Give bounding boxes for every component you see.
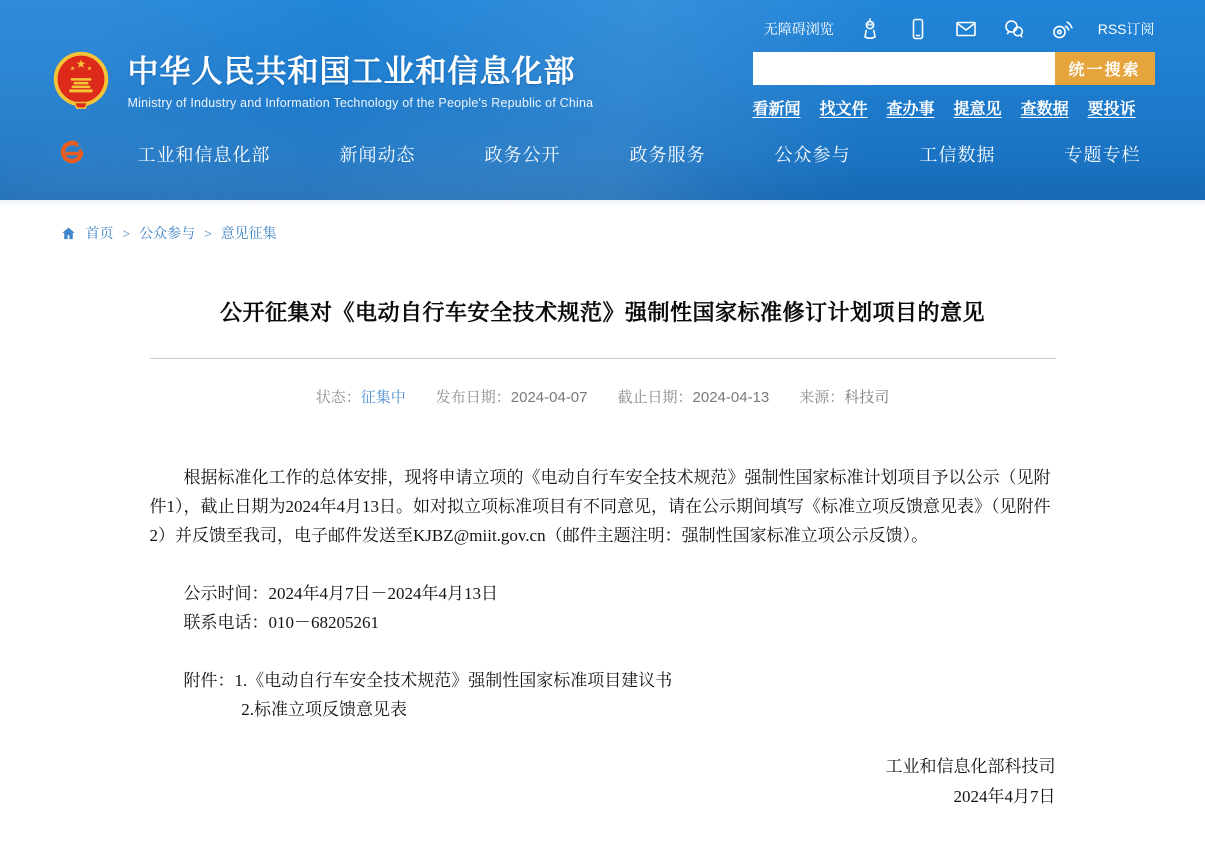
nav-item-gov-info[interactable]: 政务公开 [484,144,561,165]
search-box [753,52,1155,85]
paragraph-attachment-2: 2.标准立项反馈意见表 [241,700,408,719]
robot-icon[interactable] [858,17,882,41]
quick-link-complaints[interactable]: 要投诉 [1087,101,1136,118]
brand-row [51,50,1155,119]
breadcrumb-home[interactable]: 首页 [85,225,114,241]
utility-bar [51,0,1155,41]
mail-icon[interactable] [954,17,978,41]
meta-deadline-label: 截止日期： [617,389,693,406]
search-input[interactable] [753,52,1055,85]
mobile-icon[interactable] [906,17,930,41]
paragraph-attachment-1: 附件：1.《电动自行车安全技术规范》强制性国家标准项目建议书 [183,671,673,690]
paragraph-main: 根据标准化工作的总体安排，现将申请立项的《电动自行车安全技术规范》强制性国家标准计划项目予以公示（见附件1），截止日期为2024年4月13日。如对拟立项标准项目有不同意见，请在公示期间填写《标准立项反馈意见表》（见附件2）并反馈至我司，电子邮件发送至KJBZ@miit.gov.cn（邮件主题注明：强制性国家标准立项公示反馈）。 [149,468,1051,545]
meta-publish-label: 发布日期： [435,389,511,406]
quick-link-files[interactable]: 找文件 [819,101,868,118]
brand [51,50,594,114]
meta-publish-date [436,386,588,407]
quick-links [753,96,1155,119]
paragraph-publicity-period: 公示时间：2024年4月7日－2024年4月13日 [183,584,498,603]
national-emblem-icon [51,50,111,114]
weibo-icon[interactable] [1050,17,1074,41]
paragraph-contact-phone: 联系电话：010－68205261 [183,613,379,632]
home-icon[interactable] [61,226,77,241]
quick-link-services[interactable]: 查办事 [886,101,935,118]
article-body [150,463,1056,812]
signature-department: 工业和信息化部科技司 [885,757,1056,776]
title-divider [150,358,1056,359]
meta-deadline-value: 2024-04-13 [692,389,770,406]
nav-item-gov-services[interactable]: 政务服务 [629,144,706,165]
site-header [0,0,1205,200]
breadcrumb-public-participation[interactable]: 公众参与 [139,225,196,241]
wechat-icon[interactable] [1002,17,1026,41]
nav-item-public-participation[interactable]: 公众参与 [774,144,851,165]
nav-item-data[interactable]: 工信数据 [919,144,996,165]
accessibility-link[interactable]: 无障碍浏览 [763,21,834,37]
site-subtitle: Ministry of Industry and Information Technology of the People's Republic of China [127,96,594,111]
breadcrumb [51,206,1155,243]
meta-source [799,386,889,407]
quick-link-news[interactable]: 看新闻 [752,101,801,118]
meta-source-label: 来源： [799,389,845,406]
article-title: 公开征集对《电动自行车安全技术规范》强制性国家标准修订计划项目的意见 [219,300,985,325]
site-title: 中华人民共和国工业和信息化部 [127,53,576,89]
article [150,296,1056,860]
rss-link[interactable]: RSS订阅 [1097,21,1155,37]
main-nav [51,140,1155,167]
search-area [753,52,1155,119]
article-meta [150,386,1056,407]
meta-status-value[interactable]: 征集中 [360,389,406,406]
signature-block [150,752,1056,812]
breadcrumb-separator: > [204,225,212,241]
nav-item-special-topics[interactable]: 专题专栏 [1064,144,1141,165]
brand-text [128,54,594,111]
meta-deadline [618,386,770,407]
meta-source-value: 科技司 [844,389,890,406]
miit-e-logo-icon [59,140,86,167]
search-button[interactable]: 统一搜索 [1055,52,1155,85]
nav-item-miit[interactable]: 工业和信息化部 [137,144,271,165]
bottom-spacer [150,812,1056,860]
meta-status-label: 状态： [315,389,361,406]
breadcrumb-separator: > [122,225,131,241]
nav-item-news[interactable]: 新闻动态 [339,144,416,165]
quick-link-data[interactable]: 查数据 [1020,101,1069,118]
nav-items [138,141,1141,167]
breadcrumb-opinion-solicitation[interactable]: 意见征集 [220,225,277,241]
quick-link-opinions[interactable]: 提意见 [953,101,1002,118]
signature-date: 2024年4月7日 [953,787,1056,806]
meta-status [316,386,406,407]
meta-publish-value: 2024-04-07 [510,389,588,406]
